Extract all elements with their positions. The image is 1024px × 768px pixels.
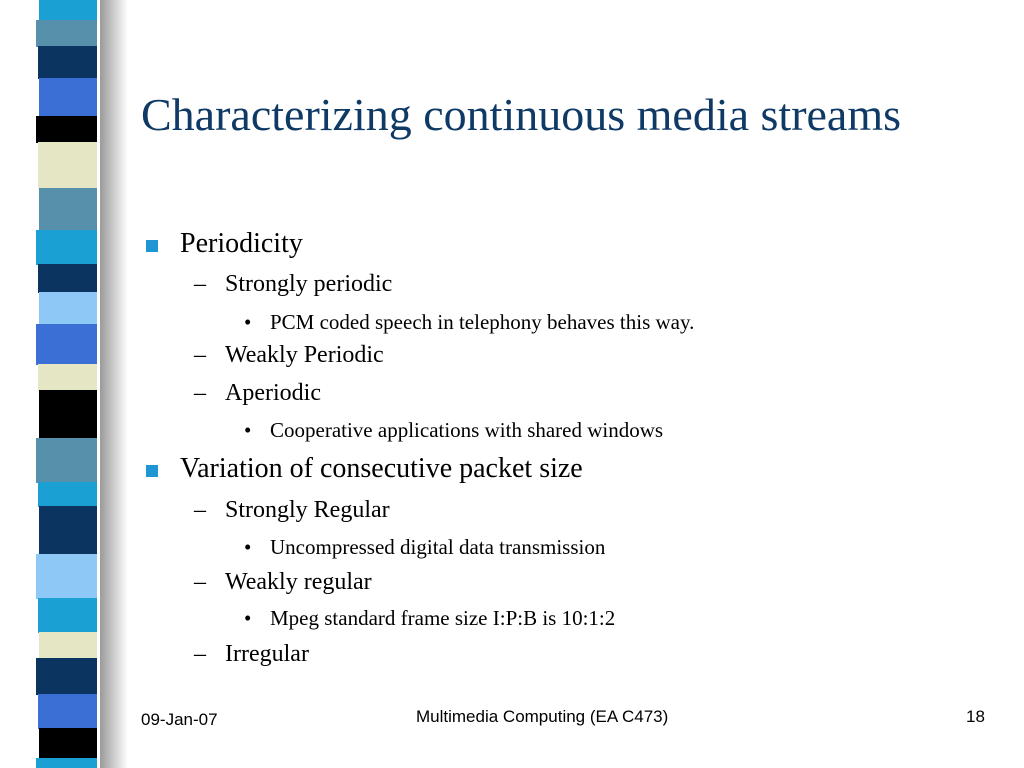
dash-bullet-icon: –: [194, 380, 206, 406]
sidebar-shadow: [100, 0, 128, 768]
stripe-block: [38, 264, 97, 293]
bullet-level1-text: Variation of consecutive packet size: [180, 453, 583, 484]
dot-bullet-icon: •: [244, 310, 252, 334]
bullet-level2-text: Weakly Periodic: [225, 342, 384, 368]
bullet-level3-text: Mpeg standard frame size I:P:B is 10:1:2: [270, 606, 616, 630]
slide-title: Characterizing continuous media streams: [141, 89, 902, 140]
bullet-level3-text: Cooperative applications with shared windows: [270, 418, 664, 442]
stripe-block: [36, 230, 97, 265]
stripe-block: [36, 20, 97, 47]
bullet-level3-text: PCM coded speech in telephony behaves this way.: [270, 310, 695, 334]
stripe-block: [39, 506, 97, 555]
stripe-block: [36, 554, 97, 599]
stripe-block: [36, 758, 97, 768]
dash-bullet-icon: –: [194, 497, 206, 523]
stripe-block: [39, 632, 97, 659]
stripe-block: [39, 78, 97, 117]
stripe-block: [39, 0, 97, 21]
bullet-level2-text: Strongly Regular: [225, 497, 390, 523]
stripe-block: [39, 188, 97, 231]
footer-course-title: Multimedia Computing (EA C473): [416, 707, 669, 726]
footer-page-number: 18: [966, 707, 985, 726]
decorative-stripe-sidebar: [0, 0, 130, 768]
stripe-block: [38, 598, 97, 633]
stripe-blocks: [36, 0, 97, 768]
square-bullet-icon: [146, 465, 158, 477]
stripe-block: [38, 694, 97, 729]
bullet-level3-text: Uncompressed digital data transmission: [270, 535, 606, 559]
dot-bullet-icon: •: [244, 418, 252, 442]
dot-bullet-icon: •: [244, 606, 252, 630]
bullet-level1-text: Periodicity: [180, 228, 303, 259]
stripe-block: [36, 324, 97, 365]
stripe-block: [39, 728, 97, 759]
bullet-level2-text: Weakly regular: [225, 569, 372, 595]
dash-bullet-icon: –: [194, 271, 206, 297]
bullet-level2-text: Strongly periodic: [225, 271, 393, 297]
stripe-block: [39, 292, 97, 325]
stripe-block: [38, 364, 97, 391]
stripe-block: [36, 658, 97, 695]
stripe-block: [36, 116, 97, 143]
footer-date: 09-Jan-07: [141, 710, 218, 729]
square-bullet-icon: [146, 240, 158, 252]
dash-bullet-icon: –: [194, 342, 206, 368]
stripe-block: [39, 390, 97, 439]
dash-bullet-icon: –: [194, 641, 206, 667]
stripe-block: [38, 46, 97, 79]
stripe-block: [38, 482, 97, 507]
stripe-block: [38, 142, 97, 189]
bullet-level2-text: Aperiodic: [225, 380, 321, 406]
dot-bullet-icon: •: [244, 535, 252, 559]
dash-bullet-icon: –: [194, 569, 206, 595]
bullet-level2-text: Irregular: [225, 641, 309, 667]
stripe-block: [36, 438, 97, 483]
